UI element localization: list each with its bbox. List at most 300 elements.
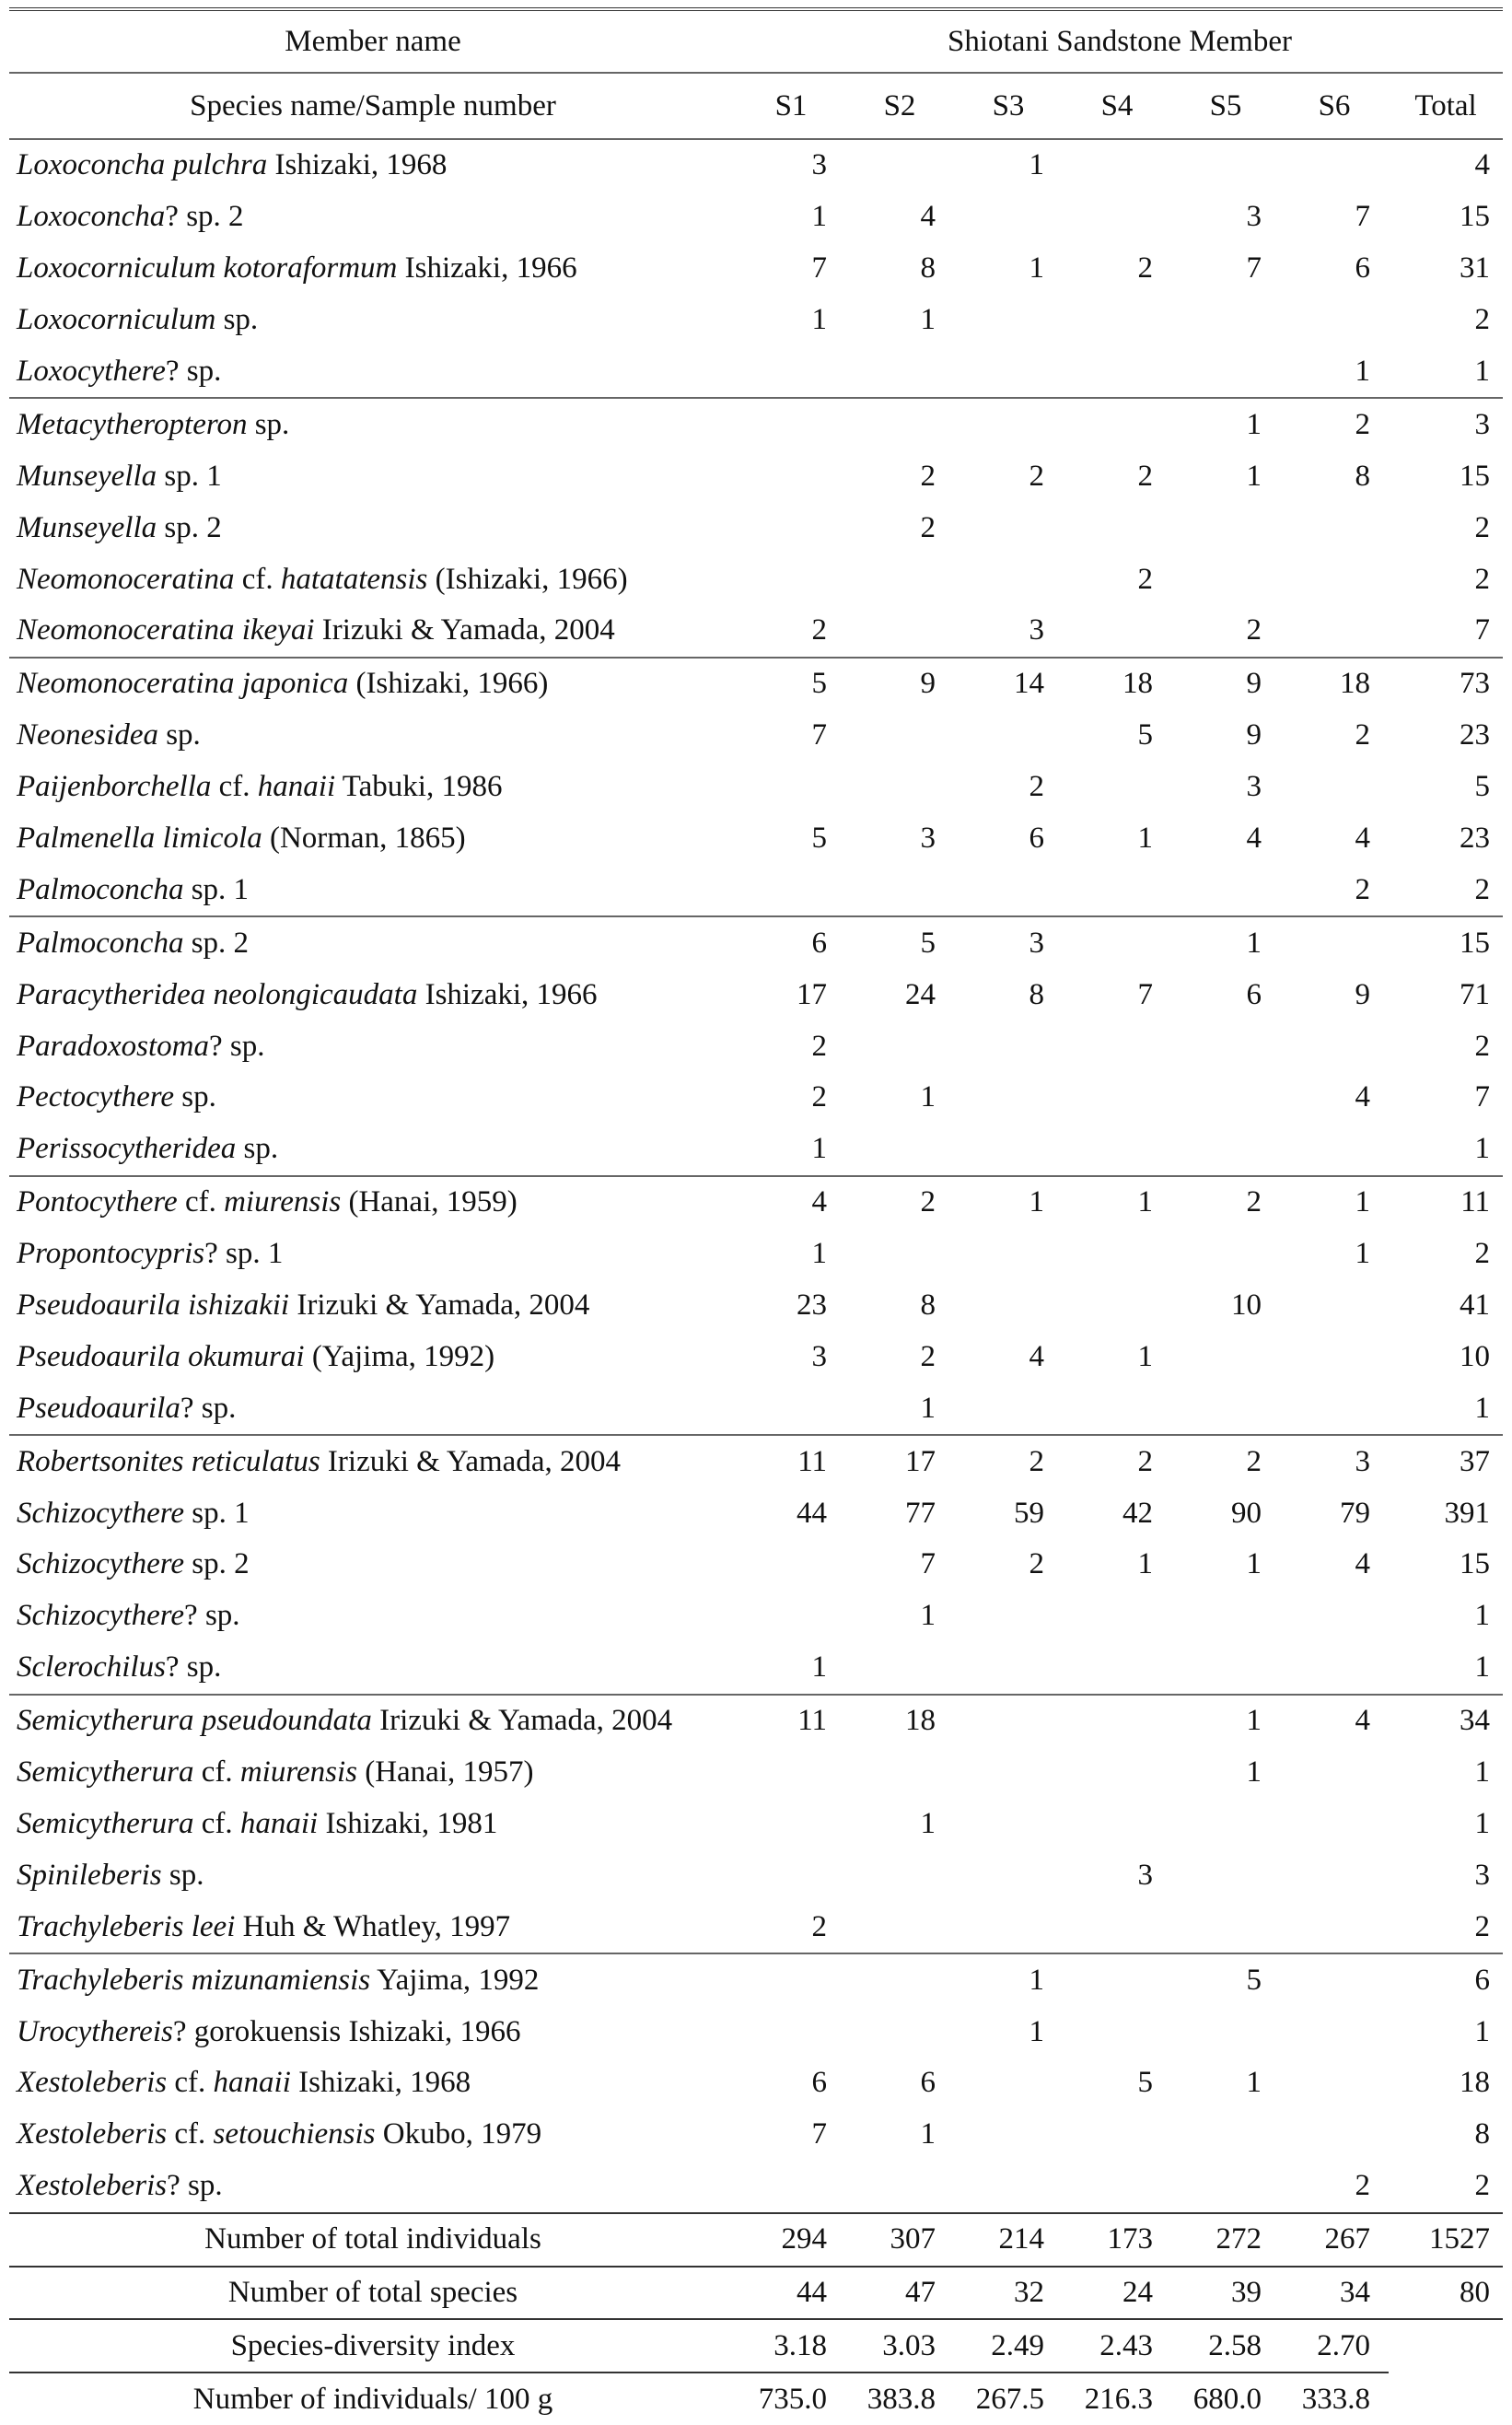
sample-count-cell: 2 [811, 1029, 827, 1063]
sample-count-cell: 1 [920, 1080, 936, 1114]
species-name-cell [9, 1020, 737, 1072]
sample-count-cell: 6 [920, 2066, 936, 2100]
summary-value-cell: 216.3 [1063, 2373, 1171, 2425]
species-name-cell [9, 192, 737, 243]
sample-count-cell [1063, 1072, 1171, 1124]
taxon-authority-part: sp. 1 [184, 1496, 250, 1530]
sample-count-cell: 2 [1171, 1176, 1280, 1229]
taxon-italic-part: Xestoleberis [17, 2066, 168, 2100]
species-name-cell [9, 450, 737, 502]
sample-count-cell [1171, 1229, 1280, 1280]
taxon-italic-part: Pseudoaurila [17, 1391, 180, 1425]
species-name-cell [9, 554, 737, 605]
sample-count-cell: 2 [1280, 398, 1389, 450]
sample-count-cell: 1 [1029, 251, 1044, 286]
taxon-authority-part: sp. 2 [184, 1547, 250, 1581]
sample-count-cell: 5 [737, 658, 845, 710]
sample-count-cell [737, 346, 845, 399]
column-header-s2: S2 [845, 73, 954, 139]
sample-count-cell [1280, 1124, 1389, 1176]
sample-count-cell: 1 [811, 303, 827, 337]
table-row [9, 1642, 1503, 1695]
sample-count-cell [1063, 1953, 1171, 2006]
taxon-italic-part: Pseudoaurila ishizakii [17, 1288, 290, 1323]
summary-total-cell: 80 [1389, 2267, 1503, 2320]
sample-count-cell [845, 2161, 954, 2213]
sample-count-cell [1280, 1331, 1389, 1382]
taxon-italic-part: Palmoconcha [17, 872, 184, 906]
sample-count-cell: 6 [1355, 251, 1370, 286]
sample-count-cell [1280, 1799, 1389, 1850]
summary-value-cell: 214 [954, 2213, 1063, 2267]
table-row [9, 1539, 1503, 1591]
sample-count-cell: 1 [1355, 355, 1370, 388]
species-name-cell [9, 502, 737, 554]
sample-count-cell: 8 [1029, 977, 1044, 1011]
sample-count-cell: 9 [1355, 977, 1370, 1011]
sample-count-cell [1063, 1695, 1171, 1747]
sample-count-cell: 3 [1137, 1858, 1153, 1892]
taxon-authority-part: sp. 1 [157, 459, 222, 493]
sample-count-cell: 7 [811, 251, 827, 286]
taxon-italic-part: hatatatensis [280, 562, 428, 596]
species-name-cell [9, 813, 737, 865]
column-header-s6: S6 [1280, 73, 1389, 139]
total-count-cell: 2 [1474, 1237, 1491, 1271]
column-header-s5: S5 [1171, 73, 1280, 139]
taxon-plain-part: cf. [234, 562, 281, 596]
sample-count-cell [845, 1901, 954, 1953]
sample-count-cell [1171, 2161, 1280, 2213]
sample-count-cell [954, 1229, 1063, 1280]
table-row [9, 346, 1503, 399]
total-count-cell: 1 [1474, 1132, 1491, 1166]
taxon-authority-part: Ishizaki, 1968 [267, 148, 448, 182]
summary-value-cell: 47 [845, 2267, 954, 2320]
taxon-italic-part: Robertsonites reticulatus [17, 1444, 320, 1478]
sample-count-cell [1280, 2058, 1389, 2109]
table-row [9, 1591, 1503, 1642]
total-count-cell: 1 [1474, 1599, 1491, 1633]
taxon-italic-part: setouchiensis [213, 2117, 376, 2151]
sample-count-cell [737, 1953, 845, 2006]
sample-count-cell [737, 1591, 845, 1642]
sample-count-cell [1171, 1382, 1280, 1435]
sample-count-cell [737, 554, 845, 605]
table-row [9, 864, 1503, 916]
sample-count-cell [1280, 1901, 1389, 1953]
taxon-authority-part: sp. 2 [183, 926, 250, 960]
sample-count-cell [845, 1229, 954, 1280]
sample-count-cell: 2 [845, 1176, 954, 1229]
taxon-italic-part: Urocythereis [17, 2014, 173, 2048]
sample-count-cell [737, 864, 845, 916]
total-count-cell: 37 [1389, 1435, 1503, 1487]
sample-count-cell: 7 [1137, 977, 1153, 1011]
sample-count-cell [1063, 398, 1171, 450]
taxon-italic-part: Perissocytheridea [17, 1132, 237, 1166]
table-row [9, 1901, 1503, 1953]
sample-count-cell: 2 [954, 1435, 1063, 1487]
sample-count-cell: 5 [811, 822, 827, 856]
sample-count-cell: 90 [1231, 1496, 1262, 1530]
species-name-cell [9, 2109, 737, 2161]
sample-count-cell [954, 346, 1063, 399]
sample-count-cell: 1 [1171, 398, 1280, 450]
taxon-authority-part: Irizuki & Yamada, 2004 [320, 1444, 621, 1478]
sample-count-cell [1063, 1124, 1171, 1176]
total-count-cell: 1 [1474, 1806, 1491, 1840]
sample-count-cell [954, 1382, 1063, 1435]
taxon-italic-part: Semicytherura [17, 1755, 194, 1790]
total-count-cell: 2 [1474, 1029, 1491, 1063]
total-count-cell: 31 [1460, 251, 1491, 286]
taxon-italic-part: Propontocypris [17, 1237, 205, 1271]
table-row [9, 1331, 1503, 1382]
summary-value-cell: 173 [1063, 2213, 1171, 2267]
sample-count-cell: 2 [920, 459, 936, 493]
species-name-cell [9, 295, 737, 346]
sample-count-cell [1280, 1382, 1389, 1435]
table-row [9, 1280, 1503, 1332]
sample-count-cell [845, 1953, 954, 2006]
sample-count-cell: 1 [954, 1176, 1063, 1229]
sample-count-cell [845, 864, 954, 916]
species-name-cell [9, 243, 737, 295]
total-count-cell: 2 [1474, 562, 1491, 596]
summary-total-cell [1389, 2319, 1503, 2373]
sample-count-cell: 7 [920, 1547, 936, 1581]
sample-count-cell [954, 1591, 1063, 1642]
sample-count-cell [954, 1901, 1063, 1953]
summary-value-cell: 34 [1280, 2267, 1389, 2320]
total-count-cell: 8 [1474, 2117, 1491, 2151]
sample-count-cell [1063, 1747, 1171, 1799]
species-name-cell [9, 2058, 737, 2109]
table-row [9, 1747, 1503, 1799]
sample-count-cell: 3 [954, 916, 1063, 969]
sample-count-cell [845, 346, 954, 399]
sample-count-cell: 11 [737, 1435, 845, 1487]
total-count-cell: 15 [1460, 459, 1491, 493]
summary-value-cell: 680.0 [1171, 2373, 1280, 2425]
taxon-plain-part: cf. [193, 1755, 240, 1790]
species-name-cell [9, 1280, 737, 1332]
sample-count-cell [845, 1849, 954, 1901]
table-row [9, 1953, 1503, 2006]
sample-count-cell: 5 [1137, 2066, 1153, 2100]
sample-count-cell [1063, 502, 1171, 554]
sample-count-cell [1063, 1642, 1171, 1695]
sample-count-cell [1063, 1280, 1171, 1332]
summary-value-cell: 272 [1171, 2213, 1280, 2267]
total-count-cell: 5 [1474, 770, 1491, 804]
sample-count-cell [1063, 1901, 1171, 1953]
sample-count-cell: 5 [1171, 1953, 1280, 2006]
summary-value-cell: 3.03 [845, 2319, 954, 2373]
sample-count-cell [954, 2161, 1063, 2213]
sample-count-cell: 18 [1280, 658, 1389, 710]
taxon-italic-part: Munseyella [17, 459, 157, 493]
sample-count-cell [737, 762, 845, 813]
taxon-authority-part: (Norman, 1865) [262, 822, 466, 856]
total-count-cell: 1 [1474, 1755, 1491, 1790]
taxon-authority-part: sp. [174, 1080, 216, 1114]
summary-value-cell: 735.0 [737, 2373, 845, 2425]
species-name-cell [9, 864, 737, 916]
column-header-total: Total [1389, 73, 1503, 139]
table-row [9, 2006, 1503, 2058]
taxon-authority-part: Irizuki & Yamada, 2004 [371, 1704, 673, 1738]
sample-count-cell: 4 [1355, 822, 1370, 856]
sample-count-cell [845, 762, 954, 813]
sample-count-cell [1171, 1020, 1280, 1072]
total-count-cell: 15 [1460, 1547, 1491, 1581]
species-name-cell [9, 1229, 737, 1280]
taxon-italic-part: Paradoxostoma [17, 1029, 209, 1063]
sample-count-cell [1280, 605, 1389, 658]
taxon-authority-part: ? sp. [209, 1029, 265, 1063]
taxon-italic-part: Semicytherura [17, 1806, 194, 1840]
summary-value-cell: 44 [737, 2267, 845, 2320]
sample-count-cell [1280, 762, 1389, 813]
sample-count-cell: 4 [1246, 822, 1262, 856]
sample-count-cell: 9 [845, 658, 954, 710]
species-name-cell [9, 1176, 737, 1229]
taxon-plain-part: Ishizaki, 1981 [318, 1806, 498, 1840]
sample-count-cell: 2 [1246, 613, 1262, 647]
sample-count-cell: 8 [920, 251, 936, 286]
sample-count-cell: 1 [1137, 822, 1153, 856]
sample-count-cell [737, 1799, 845, 1850]
sample-count-cell [845, 554, 954, 605]
taxon-italic-part: miurensis [224, 1185, 342, 1219]
taxon-authority-part: Huh & Whatley, 1997 [235, 1909, 511, 1943]
sample-count-cell: 4 [1029, 1339, 1044, 1373]
taxon-plain-part: cf. [193, 1806, 240, 1840]
sample-count-cell: 9 [1171, 658, 1280, 710]
total-count-cell: 1 [1474, 1391, 1491, 1425]
sample-count-cell [954, 2109, 1063, 2161]
total-count-cell: 2 [1474, 2169, 1491, 2203]
sample-count-cell: 2 [811, 1080, 827, 1114]
species-name-cell [9, 916, 737, 969]
sample-count-cell: 2 [1137, 251, 1153, 286]
table-row [9, 1487, 1503, 1539]
sample-count-cell: 44 [797, 1496, 827, 1530]
taxon-italic-part: hanaii [213, 2066, 291, 2100]
table-row [9, 658, 1503, 710]
species-name-cell [9, 1591, 737, 1642]
sample-count-cell [954, 192, 1063, 243]
sample-count-cell [954, 1799, 1063, 1850]
sample-count-cell [1171, 346, 1280, 399]
table-row [9, 295, 1503, 346]
table-row [9, 1229, 1503, 1280]
sample-count-cell: 6 [737, 916, 845, 969]
taxon-plain-part: Tabuki, 1986 [335, 770, 503, 804]
sample-count-cell [954, 864, 1063, 916]
taxon-plain-part: (Hanai, 1959) [341, 1185, 518, 1219]
sample-count-cell: 1 [1137, 1339, 1153, 1373]
sample-count-cell [737, 450, 845, 502]
sample-count-cell [1171, 1901, 1280, 1953]
sample-count-cell: 1 [1029, 2014, 1044, 2048]
summary-row [9, 2319, 1503, 2373]
taxon-italic-part: Neomonoceratina [17, 562, 235, 596]
sample-count-cell: 1 [1063, 1176, 1171, 1229]
table-row [9, 192, 1503, 243]
sample-count-cell [1063, 2109, 1171, 2161]
sample-count-cell [1280, 2109, 1389, 2161]
sample-count-cell: 2 [920, 510, 936, 544]
taxon-plain-part: cf. [167, 2117, 214, 2151]
sample-count-cell [1280, 1642, 1389, 1695]
taxon-italic-part: Spinileberis [17, 1858, 162, 1892]
sample-count-cell [954, 502, 1063, 554]
table-row [9, 605, 1503, 658]
sample-count-cell: 9 [1246, 718, 1262, 752]
sample-count-cell: 42 [1122, 1496, 1153, 1530]
sample-count-cell: 1 [1280, 1176, 1389, 1229]
table-row [9, 243, 1503, 295]
sample-count-cell: 1 [1246, 1755, 1262, 1790]
species-name-cell [9, 1539, 737, 1591]
sample-count-cell [1280, 139, 1389, 192]
total-count-cell: 23 [1460, 718, 1491, 752]
taxon-italic-part: Semicytherura pseudoundata [17, 1704, 372, 1738]
taxon-authority-part: Irizuki & Yamada, 2004 [289, 1288, 590, 1323]
total-count-cell: 23 [1460, 822, 1491, 856]
total-count-cell: 391 [1444, 1496, 1491, 1530]
summary-label: Number of individuals/ 100 g [9, 2373, 737, 2425]
taxon-authority-part: sp. [161, 1858, 204, 1892]
sample-count-cell [1171, 502, 1280, 554]
sample-count-cell [1280, 2006, 1389, 2058]
summary-value-cell: 333.8 [1280, 2373, 1389, 2425]
sample-count-cell [1063, 916, 1171, 969]
taxon-plain-part: (Hanai, 1957) [356, 1755, 534, 1790]
sample-count-cell [1063, 139, 1171, 192]
summary-label: Species-diversity index [9, 2319, 737, 2373]
sample-count-cell [1171, 295, 1280, 346]
total-count-cell: 2 [1474, 1909, 1491, 1943]
sample-count-cell [845, 1020, 954, 1072]
total-count-cell: 7 [1474, 613, 1491, 647]
sample-count-cell [845, 710, 954, 762]
taxon-italic-part: Loxoconcha pulchra [17, 148, 268, 182]
member-name-label: Member name [9, 9, 737, 73]
table-row [9, 1176, 1503, 1229]
species-name-cell [9, 1849, 737, 1901]
summary-value-cell: 24 [1063, 2267, 1171, 2320]
sample-count-cell: 8 [920, 1288, 936, 1323]
total-count-cell: 4 [1389, 139, 1503, 192]
sample-count-cell [954, 1849, 1063, 1901]
table-row [9, 502, 1503, 554]
taxon-italic-part: Pectocythere [17, 1080, 174, 1114]
species-name-cell [9, 398, 737, 450]
taxon-authority-part: Ishizaki, 1966 [397, 251, 577, 286]
total-count-cell: 2 [1474, 872, 1491, 906]
sample-count-cell: 2 [1171, 1435, 1280, 1487]
sample-count-cell [1280, 1849, 1389, 1901]
taxon-italic-part: Paijenborchella [17, 770, 212, 804]
taxon-authority-part: sp. 2 [157, 510, 222, 544]
sample-count-cell [1063, 192, 1171, 243]
sample-count-cell [1063, 346, 1171, 399]
taxon-italic-part: Xestoleberis [17, 2117, 168, 2151]
sample-count-cell: 6 [1029, 822, 1044, 856]
taxon-italic-part: Sclerochilus [17, 1650, 166, 1685]
sample-count-cell: 1 [1246, 2066, 1262, 2100]
sample-count-cell [737, 398, 845, 450]
sample-count-cell [1063, 1382, 1171, 1435]
summary-value-cell: 2.49 [954, 2319, 1063, 2373]
summary-value-cell: 2.70 [1280, 2319, 1389, 2373]
species-name-cell [9, 1382, 737, 1435]
species-name-cell [9, 969, 737, 1020]
sample-count-cell: 7 [1246, 251, 1262, 286]
ostracod-species-table [9, 7, 1503, 2425]
taxon-authority-part: ? sp. [165, 1650, 222, 1685]
sample-count-cell: 2 [1355, 718, 1370, 752]
sample-count-cell [954, 1072, 1063, 1124]
sample-count-cell [1171, 864, 1280, 916]
sample-count-cell: 2 [920, 1339, 936, 1373]
sample-count-cell: 2 [1029, 1547, 1044, 1581]
sample-count-cell: 11 [737, 1695, 845, 1747]
sample-count-cell: 17 [845, 1435, 954, 1487]
species-name-cell [9, 658, 737, 710]
species-name-cell [9, 1124, 737, 1176]
summary-value-cell: 32 [954, 2267, 1063, 2320]
sample-count-cell [1171, 1799, 1280, 1850]
summary-row [9, 2267, 1503, 2320]
taxon-italic-part: Pontocythere [17, 1185, 178, 1219]
sample-count-cell [737, 1539, 845, 1591]
species-name-cell [9, 346, 737, 399]
taxon-italic-part: Loxoconcha [17, 200, 166, 234]
species-name-cell [9, 1072, 737, 1124]
total-count-cell: 71 [1460, 977, 1491, 1011]
sample-count-cell [845, 1747, 954, 1799]
taxon-authority-part: Irizuki & Yamada, 2004 [314, 613, 615, 647]
sample-count-cell: 1 [954, 139, 1063, 192]
sample-count-cell: 2 [1063, 1435, 1171, 1487]
table-row [9, 762, 1503, 813]
table-row [9, 813, 1503, 865]
sample-count-cell [737, 2161, 845, 2213]
taxon-authority-part: sp. [215, 303, 259, 337]
sample-count-cell: 2 [1029, 459, 1044, 493]
taxon-italic-part: Neomonoceratina japonica [17, 667, 349, 701]
species-name-cell [9, 1799, 737, 1850]
taxon-italic-part: Schizocythere [17, 1547, 185, 1581]
sample-count-cell: 7 [811, 2117, 827, 2151]
sample-count-cell [1280, 1591, 1389, 1642]
taxon-italic-part: hanaii [257, 770, 336, 804]
sample-count-cell [1171, 1072, 1280, 1124]
sample-count-cell: 3 [920, 822, 936, 856]
total-count-cell: 6 [1389, 1953, 1503, 2006]
summary-value-cell: 294 [737, 2213, 845, 2267]
sample-count-cell: 1 [920, 2117, 936, 2151]
total-count-cell: 73 [1389, 658, 1503, 710]
table-row [9, 398, 1503, 450]
sample-count-cell: 1 [811, 200, 827, 234]
total-count-cell: 11 [1389, 1176, 1503, 1229]
